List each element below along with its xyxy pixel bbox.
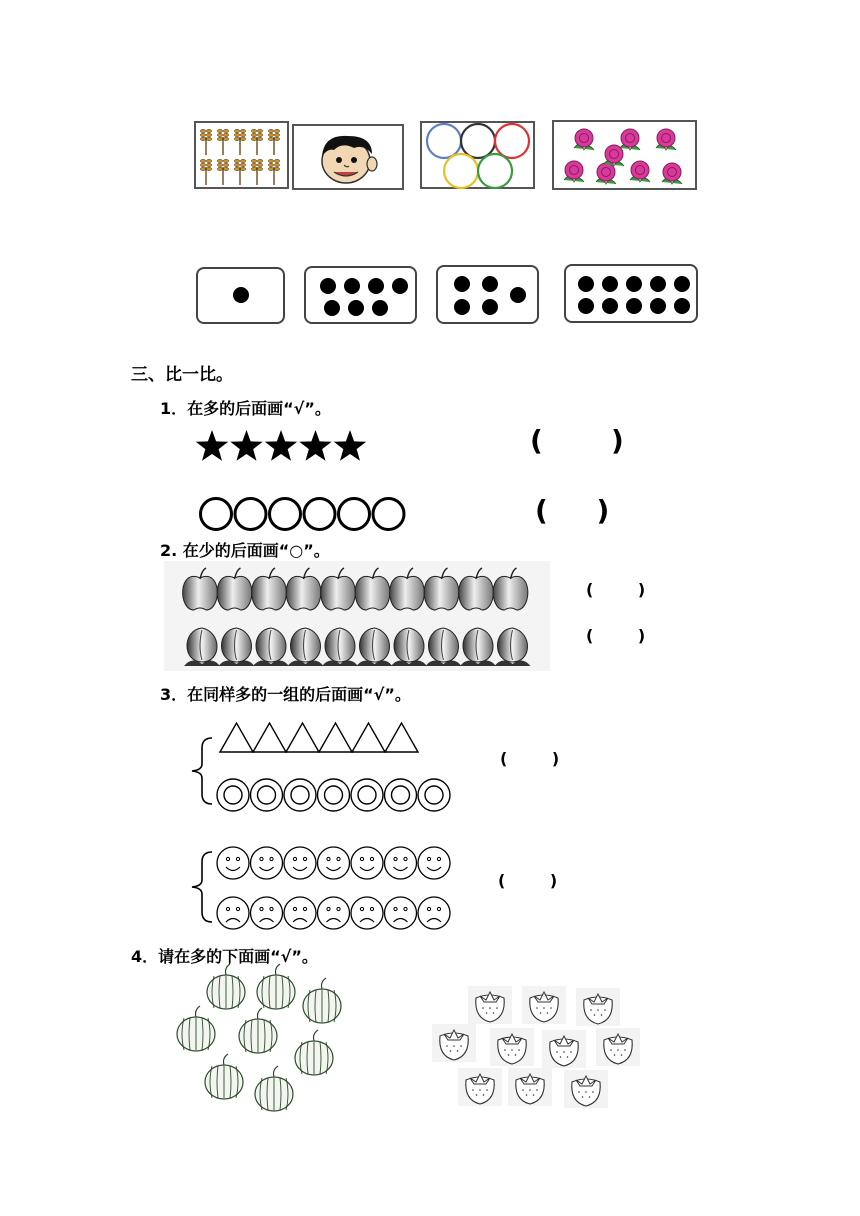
smiley-face-icon bbox=[351, 847, 383, 879]
rose-flower bbox=[630, 161, 650, 182]
question-1-label: 1．在多的后面画“√”。 bbox=[160, 399, 331, 418]
triangle-shape bbox=[253, 723, 286, 752]
watermelon-group bbox=[172, 968, 352, 1118]
answer-paren-stars[interactable]: ( ) bbox=[530, 424, 624, 457]
question-4-label: 4．请在多的下面画“√”。 bbox=[131, 947, 318, 966]
triangle-shape bbox=[286, 723, 319, 752]
strawberry-group bbox=[430, 982, 650, 1112]
peach-icon bbox=[219, 628, 255, 666]
rose-flower bbox=[596, 163, 616, 184]
apple-icon bbox=[252, 568, 287, 610]
dot-card-10 bbox=[564, 264, 698, 323]
apple-icon bbox=[321, 568, 356, 610]
sad-face-icon bbox=[318, 897, 350, 929]
wheat-stalk bbox=[200, 129, 211, 155]
strawberry-icon bbox=[522, 986, 566, 1024]
rose-icon bbox=[554, 122, 699, 192]
watermelon-icon bbox=[257, 964, 295, 1009]
answer-paren-peaches[interactable]: ( ) bbox=[586, 626, 646, 645]
brace-group-2 bbox=[186, 850, 216, 924]
star-shape bbox=[196, 430, 228, 461]
ring-shape bbox=[284, 779, 316, 811]
apple-icon bbox=[424, 568, 459, 610]
wheat-stalk bbox=[200, 159, 211, 185]
triangles-row bbox=[218, 720, 428, 754]
smiley-face-icon bbox=[284, 847, 316, 879]
strawberry-icon bbox=[596, 1028, 640, 1066]
smiley-face-icon bbox=[318, 847, 350, 879]
sad-face-icon bbox=[284, 897, 316, 929]
sad-face-icon bbox=[418, 897, 450, 929]
apple-icon bbox=[217, 568, 252, 610]
ring-shape bbox=[418, 779, 450, 811]
answer-paren-group-2[interactable]: ( ) bbox=[498, 871, 558, 890]
rose-flower bbox=[564, 161, 584, 182]
peach-icon bbox=[495, 628, 531, 666]
circle-shape bbox=[235, 499, 266, 530]
question-3-label: 3．在同样多的一组的后面画“√”。 bbox=[160, 685, 411, 704]
wheat-stalk bbox=[268, 129, 279, 155]
answer-paren-apples[interactable]: ( ) bbox=[586, 580, 646, 599]
boy-face-icon bbox=[294, 126, 406, 192]
strawberry-icon bbox=[508, 1068, 552, 1106]
peach-icon bbox=[184, 628, 220, 666]
rose-flower bbox=[662, 163, 682, 184]
sad-face-icon bbox=[351, 897, 383, 929]
wheat-stalk bbox=[268, 159, 279, 185]
ring-shape bbox=[351, 779, 383, 811]
rose-flower bbox=[656, 129, 676, 150]
strawberry-icon bbox=[490, 1028, 534, 1066]
peach-icon bbox=[357, 628, 393, 666]
question-2-label: 2. 在少的后面画“○”。 bbox=[160, 541, 330, 560]
strawberry-icon bbox=[542, 1030, 586, 1068]
peach-icon bbox=[391, 628, 427, 666]
circles-row bbox=[198, 494, 418, 534]
dot-card-1 bbox=[196, 267, 285, 324]
smiley-face-icon bbox=[385, 847, 417, 879]
sad-face-icon bbox=[217, 897, 249, 929]
strawberry-icon bbox=[458, 1068, 502, 1106]
wheat-stalk bbox=[251, 159, 262, 185]
watermelon-icon bbox=[303, 978, 341, 1023]
rings-row bbox=[216, 776, 456, 816]
apple-icon bbox=[355, 568, 390, 610]
watermelon-icon bbox=[205, 1054, 243, 1099]
triangle-shape bbox=[352, 723, 385, 752]
answer-paren-group-1[interactable]: ( ) bbox=[500, 749, 560, 768]
apple-icon bbox=[286, 568, 321, 610]
star-shape bbox=[334, 430, 366, 461]
peach-icon bbox=[460, 628, 496, 666]
rose-flower bbox=[620, 129, 640, 150]
picture-card-wheat bbox=[194, 121, 289, 189]
wheat-stalk bbox=[217, 129, 228, 155]
ring-shape bbox=[251, 779, 283, 811]
section-title: 三、比一比。 bbox=[131, 365, 233, 385]
smiley-face-icon bbox=[418, 847, 450, 879]
apple-icon bbox=[390, 568, 425, 610]
wheat-stalk bbox=[234, 129, 245, 155]
wheat-stalk bbox=[217, 159, 228, 185]
watermelon-icon bbox=[207, 964, 245, 1009]
apple-icon bbox=[183, 568, 218, 610]
watermelon-icon bbox=[239, 1008, 277, 1053]
triangle-shape bbox=[319, 723, 352, 752]
strawberry-icon bbox=[576, 988, 620, 1026]
star-shape bbox=[299, 430, 331, 461]
frowns-row bbox=[216, 894, 456, 934]
ring-shape bbox=[217, 779, 249, 811]
picture-card-roses bbox=[552, 120, 697, 190]
watermelon-icon bbox=[255, 1066, 293, 1111]
peach-icon bbox=[288, 628, 324, 666]
circle-shape bbox=[270, 499, 301, 530]
wheat-stalk bbox=[251, 129, 262, 155]
smiley-face-icon bbox=[251, 847, 283, 879]
circle-shape bbox=[339, 499, 370, 530]
star-shape bbox=[230, 430, 262, 461]
circle-shape bbox=[201, 499, 232, 530]
peach-row bbox=[182, 622, 532, 672]
rose-flower bbox=[574, 129, 594, 150]
smiles-row bbox=[216, 844, 456, 884]
picture-card-boy bbox=[292, 124, 404, 190]
strawberry-icon bbox=[432, 1024, 476, 1062]
triangle-shape bbox=[220, 723, 253, 752]
strawberry-icon bbox=[468, 986, 512, 1024]
wheat-stalk bbox=[234, 159, 245, 185]
dot-card-5 bbox=[436, 265, 539, 324]
dot-card-7 bbox=[304, 266, 417, 324]
olympic-rings-icon bbox=[422, 123, 537, 191]
peach-icon bbox=[253, 628, 289, 666]
circle-shape bbox=[373, 499, 404, 530]
watermelon-icon bbox=[177, 1006, 215, 1051]
apple-icon bbox=[493, 568, 528, 610]
sad-face-icon bbox=[385, 897, 417, 929]
apple-icon bbox=[459, 568, 494, 610]
peach-icon bbox=[322, 628, 358, 666]
wheat-icon bbox=[196, 123, 291, 191]
sad-face-icon bbox=[251, 897, 283, 929]
ring-shape bbox=[318, 779, 350, 811]
watermelon-icon bbox=[295, 1030, 333, 1075]
brace-group-1 bbox=[186, 736, 216, 806]
smiley-face-icon bbox=[217, 847, 249, 879]
ring-shape bbox=[385, 779, 417, 811]
star-shape bbox=[265, 430, 297, 461]
circle-shape bbox=[304, 499, 335, 530]
answer-paren-circles[interactable]: ( ) bbox=[535, 494, 610, 527]
apple-row bbox=[182, 566, 532, 616]
peach-icon bbox=[426, 628, 462, 666]
stars-row bbox=[196, 426, 376, 466]
strawberry-icon bbox=[564, 1070, 608, 1108]
picture-card-rings bbox=[420, 121, 535, 189]
triangle-shape bbox=[385, 723, 418, 752]
rose-flower bbox=[604, 145, 624, 166]
